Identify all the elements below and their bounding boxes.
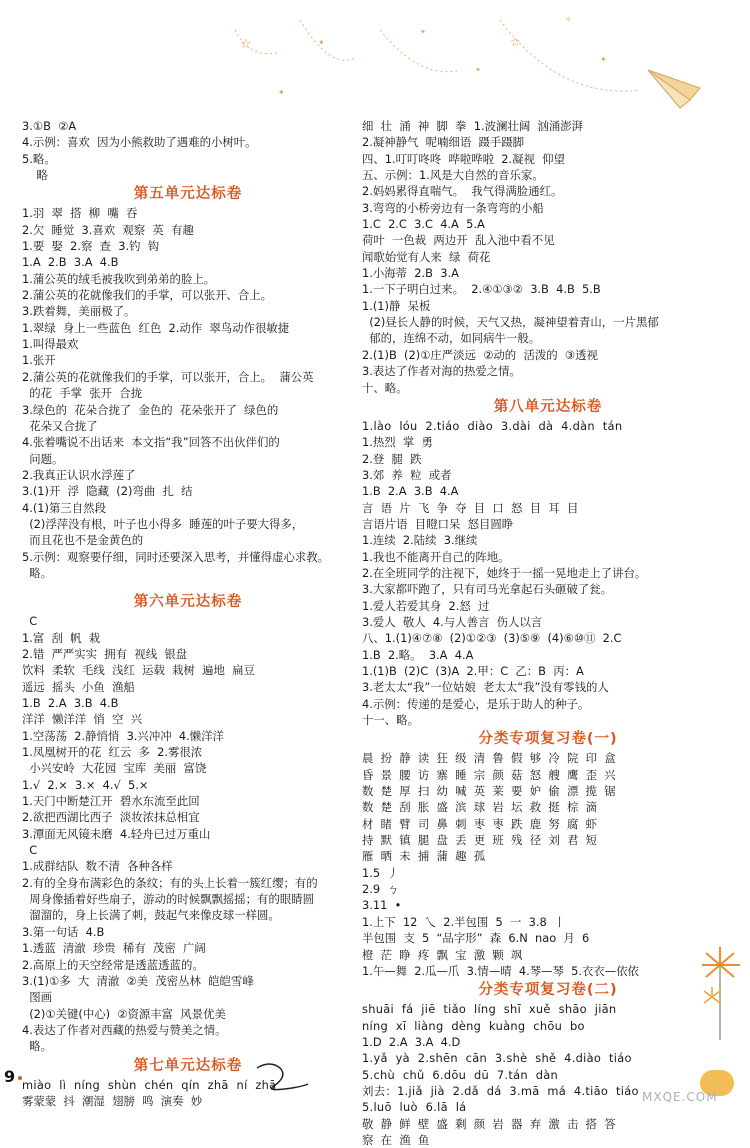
pinyin-line: 5.chù chǔ 6.dōu dū 7.tán dàn bbox=[362, 1067, 559, 1082]
answer-line: 4.(1)第三自然段 bbox=[22, 500, 106, 515]
answer-line: 昏 景 腰 访 寨 睡 宗 颜 菇 怒 艘 鹰 歪 兴 bbox=[362, 767, 616, 782]
answer-line: 材 睹 臂 司 鼻 刺 枣 枣 跌 鹿 努 腐 虾 bbox=[362, 816, 597, 831]
answer-line: 半包围 支 5 “品字形” 森 6.N nao 月 6 bbox=[362, 931, 590, 946]
answer-line: 1.午—舞 2.瓜—爪 3.情—晴 4.琴—琴 5.衣衣—依依 bbox=[362, 963, 639, 978]
answer-line: 五、示例：1.风是大自然的音乐家。 bbox=[362, 168, 544, 183]
answer-line: 3.第一句话 4.B bbox=[22, 924, 105, 939]
pinyin-line: níng xī liàng dèng kuàng chōu bo bbox=[362, 1018, 585, 1033]
answer-line: 1.天门中断楚江开 碧水东流至此回 bbox=[22, 794, 200, 809]
answer-line: 3.弯弯的小桥旁边有一条弯弯的小船 bbox=[362, 200, 544, 215]
svg-text:✦: ✦ bbox=[600, 55, 607, 64]
section-heading: 第六单元达标卷 bbox=[133, 594, 243, 611]
pinyin-line: miào lì níng shùn chén qín zhā ní zhā bbox=[22, 1077, 277, 1092]
answer-line: 1.(1)B (2)C (3)A 2.甲：C 乙：B 丙：A bbox=[362, 664, 584, 678]
watermark-text: MXQE.COM bbox=[642, 1090, 718, 1104]
answer-line: 3.老太太“我”一位姑娘 老太太“我”没有零钱的人 bbox=[362, 680, 609, 695]
answer-line: 略。 bbox=[22, 1039, 53, 1054]
svg-text:✦: ✦ bbox=[318, 38, 325, 47]
pinyin-line: 1.yǎ yà 2.shēn cān 3.shè shě 4.diào tiáo bbox=[362, 1051, 632, 1066]
answer-line: C bbox=[22, 614, 38, 629]
answer-line: 3.绿色的 花朵合拢了 金色的 花朵张开了 绿色的 bbox=[22, 402, 279, 417]
answer-line: 略 bbox=[22, 168, 48, 183]
answer-line: 1.张开 bbox=[22, 353, 56, 368]
svg-text:✦: ✦ bbox=[420, 28, 426, 36]
pinyin-line: 5.luō luò 6.lā lá bbox=[362, 1100, 467, 1115]
section-heading: 第七单元达标卷 bbox=[133, 1057, 243, 1074]
section-heading: 第五单元达标卷 bbox=[133, 186, 243, 203]
answer-line: 饮料 柔软 毛线 浅红 运载 栽树 遍地 扁豆 bbox=[22, 663, 255, 678]
answer-line: 1.热烈 掌 勇 bbox=[362, 435, 433, 450]
answer-line: 3.①B ②A bbox=[22, 119, 77, 133]
answer-line: 数 楚 刮 胀 盛 滨 球 岩 坛 救 挺 棕 滴 bbox=[362, 800, 597, 815]
answer-line: 2.在全班同学的注视下，她终于一摇一晃地走上了讲台。 bbox=[362, 565, 647, 580]
answer-line: 十一、略。 bbox=[362, 713, 419, 728]
answer-line: 1.叫得最欢 bbox=[22, 337, 79, 352]
answer-line: 3.大家都吓跑了，只有司马光拿起石头砸破了瓮。 bbox=[362, 582, 613, 597]
pinyin-line: shuāi fá jiē tiǎo líng shī xuě shāo jiān bbox=[362, 1002, 617, 1017]
answer-line: 3.(1)①多 大 清澈 ②美 茂密丛林 皑皑雪峰 bbox=[22, 973, 254, 988]
answer-line: 1.A 2.B 3.A 4.B bbox=[22, 255, 119, 270]
answer-line: C bbox=[22, 843, 38, 858]
answer-line: 3.爱人 敬人 4.与人善言 伤人以言 bbox=[362, 614, 543, 629]
answer-line: 1.爱人若爱其身 2.怒 过 bbox=[362, 598, 490, 613]
answer-line: 1.上下 12 乀 2.半包围 5 一 3.8 丨 bbox=[362, 914, 566, 929]
answer-line: 2.高原上的天空经常是透蓝透蓝的。 bbox=[22, 957, 204, 972]
answer-line: 2.蒲公英的花就像我们的手掌，可以张开、合上。 bbox=[22, 288, 273, 303]
answer-line: 2.我真正认识水浮莲了 bbox=[22, 467, 136, 482]
answer-line: 4.示例：传递的是爱心，是乐于助人的种子。 bbox=[362, 696, 590, 711]
section-heading: 第八单元达标卷 bbox=[493, 398, 603, 415]
pinyin-line: 1.lào lóu 2.tiáo diào 3.dài dà 4.dàn tán bbox=[362, 418, 623, 433]
answer-line: 言 语 片 飞 争 夺 目 口 怒 目 耳 目 bbox=[362, 500, 579, 515]
answer-line: 4.表达了作者对西藏的热爱与赞美之情。 bbox=[22, 1022, 227, 1037]
answer-line: 2.登 腿 跌 bbox=[362, 451, 422, 466]
answer-line: 十、略。 bbox=[362, 380, 408, 395]
answer-line: 3.表达了作者对海的热爱之情。 bbox=[362, 364, 521, 379]
answer-line: 问题。 bbox=[22, 451, 64, 466]
answer-line: 3.(1)开 浮 隐藏 (2)弯曲 扎 结 bbox=[22, 484, 193, 499]
answer-line: 1.透蓝 清澈 珍贵 稀有 茂密 广阔 bbox=[22, 941, 206, 956]
answer-line: 数 楚 厚 扫 幼 喊 英 莱 要 妒 偷 漂 揽 锯 bbox=[362, 784, 616, 799]
svg-text:☆: ☆ bbox=[510, 35, 521, 49]
answer-line: 1.凤凰树开的花 红云 多 2.雾很浓 bbox=[22, 745, 203, 760]
answer-line: 细 壮 涌 神 脚 拳 1.波澜壮阔 汹涌澎湃 bbox=[362, 119, 584, 133]
answer-line: 1.(1)静 呆板 bbox=[362, 298, 431, 313]
flower-decoration-icon bbox=[690, 935, 748, 1045]
answer-line: 3.郊 养 粒 或者 bbox=[362, 467, 452, 482]
answer-line: 5.略。 bbox=[22, 151, 56, 166]
answer-line: 小兴安岭 大花园 宝库 美丽 富饶 bbox=[22, 761, 207, 776]
answer-line: 的花 手掌 张开 合拢 bbox=[22, 386, 143, 401]
pinyin-line: 刘去：1.jiǎ jià 2.dǎ dá 3.mā má 4.tiāo tiáo bbox=[362, 1083, 639, 1098]
answer-line: 图画 bbox=[22, 990, 53, 1005]
answer-line: 2.有的全身布满彩色的条纹；有的头上长着一簇红缨；有的 bbox=[22, 875, 318, 890]
answer-line: 5.示例：观察要仔细，同时还要深入思考，并懂得虚心求教。 bbox=[22, 549, 330, 564]
answer-line: 1.C 2.C 3.C 4.A 5.A bbox=[362, 217, 485, 232]
answer-line: (2)昼长人静的时候，天气又热，凝神望着青山，一片黑郁 bbox=[362, 315, 659, 330]
pen-scribble bbox=[252, 1058, 312, 1098]
answer-line: 4.示例：喜欢 因为小熊救助了遇难的小树叶。 bbox=[22, 135, 257, 150]
answer-line: 2.凝神静气 呢喃细语 蹑手蹑脚 bbox=[362, 135, 525, 150]
answer-line: 闻歌始觉有人来 绿 荷花 bbox=[362, 249, 491, 264]
answer-line: 2.错 严严实实 拥有 视线 银盘 bbox=[22, 646, 188, 661]
spacer bbox=[22, 581, 354, 591]
answer-line: 2.妈妈累得直喘气。 我气得满脸通红。 bbox=[362, 184, 563, 199]
answer-line: 2.欠 睡觉 3.喜欢 观察 英 有趣 bbox=[22, 222, 194, 237]
paper-plane-icon bbox=[648, 70, 700, 108]
answer-line: 洋洋 懒洋洋 悄 空 兴 bbox=[22, 712, 143, 727]
answer-line: 1.B 2.略。 3.A 4.A bbox=[362, 647, 474, 662]
answer-line: 雁 晒 未 捕 蒲 趣 孤 bbox=[362, 849, 486, 864]
answer-line: 1.羽 翠 搭 柳 嘴 吞 bbox=[22, 206, 138, 221]
answer-line: 1.翠绿 身上一些蓝色 红色 2.动作 翠鸟动作很敏捷 bbox=[22, 320, 290, 335]
answer-line: 1.B 2.A 3.B 4.B bbox=[22, 696, 119, 710]
answer-line: 4.张着嘴说不出话来 本文指“我”回答不出伙伴们的 bbox=[22, 435, 280, 450]
answer-line: 1.小海蒂 2.B 3.A bbox=[362, 266, 459, 281]
answer-line: 2.9 ㄅ bbox=[362, 882, 399, 897]
answer-line: 1.5 丿 bbox=[362, 865, 399, 880]
answer-column-right bbox=[362, 118, 734, 1148]
answer-line: 1.空荡荡 2.静悄悄 3.兴冲冲 4.懒洋洋 bbox=[22, 728, 224, 743]
answer-line: 3.11 • bbox=[362, 898, 402, 913]
answer-line: 1.√ 2.× 3.× 4.√ 5.× bbox=[22, 777, 149, 792]
answer-line: 1.B 2.A 3.B 4.A bbox=[362, 484, 459, 499]
answer-line: (2)浮萍没有根，叶子也小得多 睡莲的叶子要大得多， bbox=[22, 516, 304, 531]
answer-line: 1.一下子明白过来。 2.④①③② 3.B 4.B 5.B bbox=[362, 282, 601, 297]
answer-line: 1.成群结队 数不清 各种各样 bbox=[22, 859, 173, 874]
answer-line: 1.蒲公英的绒毛被我吹到弟弟的脸上。 bbox=[22, 271, 216, 286]
answer-line: 八、1.(1)④⑦⑧ (2)①②③ (3)⑤⑨ (4)⑥⑩⑪ 2.C bbox=[362, 631, 622, 646]
answer-line: 言语片语 目瞪口呆 怒目圆睁 bbox=[362, 516, 514, 531]
section-heading: 分类专项复习卷(一) bbox=[478, 731, 618, 748]
answer-line: 荷叶 一色裁 两边开 乱入池中看不见 bbox=[362, 233, 555, 248]
answer-line: 四、1.叮叮咚咚 哗啦哗啦 2.凝视 仰望 bbox=[362, 151, 565, 166]
section-heading: 分类专项复习卷(二) bbox=[478, 982, 618, 999]
answer-line: (2)①关键(中心) ②资源丰富 风景优美 bbox=[22, 1006, 226, 1021]
answer-line: 遥远 摇头 小鱼 渔船 bbox=[22, 679, 135, 694]
answer-line: 3.跌着舞，美丽极了。 bbox=[22, 304, 136, 319]
answer-line: 1.富 刮 帆 栽 bbox=[22, 630, 101, 645]
svg-text:✦: ✦ bbox=[278, 88, 285, 97]
svg-text:✧: ✧ bbox=[565, 15, 572, 24]
watermark bbox=[612, 1068, 744, 1108]
answer-line: 溜溜的，身上长满了刺，鼓起气来像皮球一样圆。 bbox=[22, 908, 280, 923]
answer-line: 2.欲把西湖比西子 淡妆浓抹总相宜 bbox=[22, 810, 200, 825]
page-number: 9 bbox=[4, 1067, 16, 1086]
answer-line: 2.蒲公英的花就像我们的手掌，可以张开，合上。 蒲公英 bbox=[22, 369, 314, 384]
answer-line: 1.连续 2.陆续 3.继续 bbox=[362, 533, 478, 548]
answer-line: 周身像插着好些扇子，游动的时候飘飘摇摇；有的眼睛圆 bbox=[22, 892, 315, 907]
star-icon: ☆ bbox=[240, 37, 252, 52]
answer-line: 雾蒙蒙 抖 潮湿 翅膀 鸣 演奏 妙 bbox=[22, 1093, 203, 1108]
answer-line: 橙 茫 睁 疼 飘 宝 激 颗 飒 bbox=[362, 947, 523, 962]
answer-line: 而且花也不是金黄色的 bbox=[22, 533, 144, 548]
answer-line: 晨 扮 静 读 狂 级 清 鲁 假 够 冷 院 印 盒 bbox=[362, 751, 616, 766]
answer-line: 1.要 娶 2.察 查 3.钓 钩 bbox=[22, 239, 160, 254]
answer-line: 敬 静 鲜 壁 盛 剩 颜 岩 器 弃 激 击 搭 答 bbox=[362, 1116, 616, 1131]
answer-column-left bbox=[22, 118, 354, 1109]
answer-line: 郁的，连绵不动，如同病牛一般。 bbox=[362, 331, 541, 346]
answer-line: 3.潭面无风镜未磨 4.轻舟已过万重山 bbox=[22, 826, 211, 841]
answer-line: 1.D 2.A 3.A 4.D bbox=[362, 1034, 461, 1049]
answer-line: 察 在 渔 鱼 bbox=[362, 1132, 430, 1147]
answer-line: 2.(1)B (2)①庄严淡远 ②动的 活泼的 ③透视 bbox=[362, 347, 598, 362]
answer-line: 略。 bbox=[22, 565, 53, 580]
decorative-header-art bbox=[0, 0, 750, 115]
page-number-dot bbox=[18, 1076, 22, 1080]
answer-line: 持 默 镇 腿 盘 丢 更 班 残 径 刘 君 短 bbox=[362, 833, 597, 848]
answer-line: 1.我也不能离开自己的阵地。 bbox=[362, 549, 510, 564]
svg-text:✦: ✦ bbox=[475, 66, 481, 74]
answer-line: 花朵又合拢了 bbox=[22, 418, 98, 433]
